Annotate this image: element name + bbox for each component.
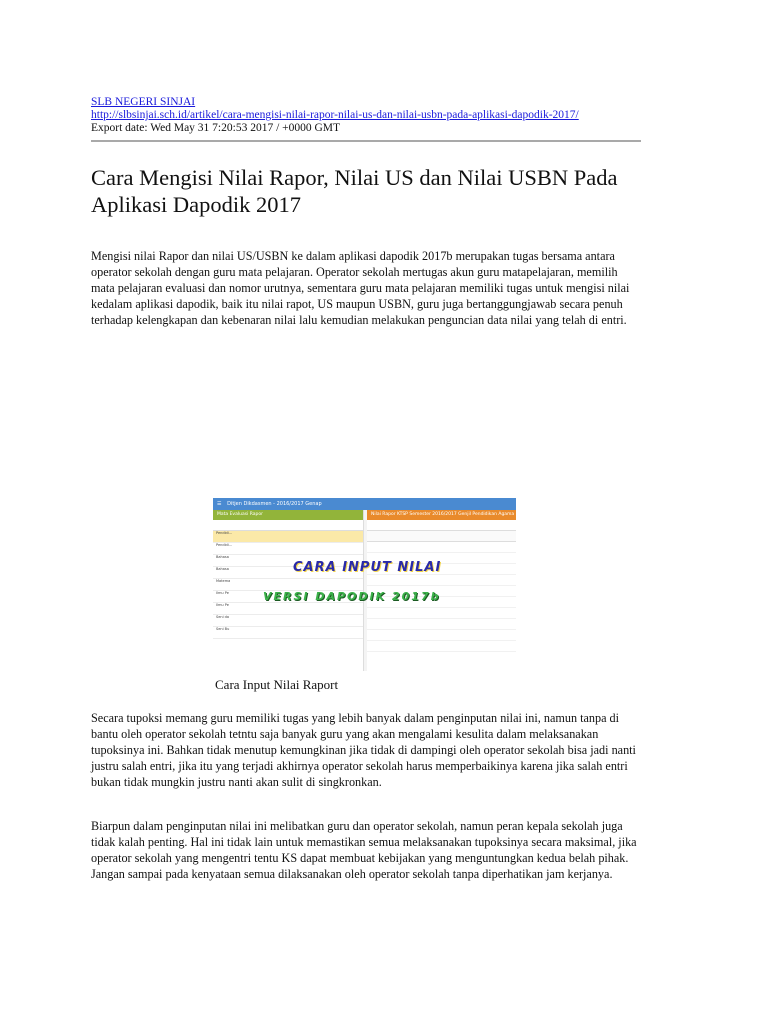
article-header	[91, 96, 641, 328]
export-date: Export date: Wed May 31 7:20:53 2017 / +0000 GMT	[91, 122, 341, 134]
site-link[interactable]: SLB NEGERI SINJAI	[91, 96, 196, 108]
list-item: Bahasa	[213, 555, 363, 567]
list-item: Pendidi...	[213, 543, 363, 555]
list-item: Bahasa	[213, 567, 363, 579]
article-title: Cara Mengisi Nilai Rapor, Nilai US dan Nilai USBN Pada Aplikasi Dapodik 2017	[91, 165, 618, 217]
toolbar-row	[367, 520, 516, 531]
paragraph-2: Secara tupoksi memang guru memiliki tugas yang lebih banyak dalam penginputan nilai ini, namun tanpa di bantu oleh operator sekolah tetntu saja banyak guru yang akan mengalami kesulita dalam melaksanakan tupoksinya ini. Bahkan tidak menutup kemungkinan jika tidak di dampingi oleh operator sekolah bisa jadi nanti justru salah entri, jika itu yang terjadi akhirnya operator sekolah harus memperbaikinya karena jika salah entri bukan tidak mungkin justru nanti akan sulit di singkronkan.	[91, 711, 636, 789]
list-item: Seni da	[213, 615, 363, 627]
image-caption: Cara Input Nilai Raport	[215, 677, 339, 692]
right-panel-title: Nilai Rapor KTSP Semester 2016/2017 Genjil Pendidikan Agama	[367, 510, 516, 520]
list-item: Ilmu Pe	[213, 591, 363, 603]
app-title: Ditjen Dikdasmen - 2016/2017 Genap	[227, 501, 322, 507]
menu-icon: ☰	[217, 501, 222, 507]
article-image	[213, 498, 516, 671]
list-item: Matema	[213, 579, 363, 591]
paragraph-3: Biarpun dalam penginputan nilai ini melibatkan guru dan operator sekolah, namun peran kepala sekolah juga tidak kalah penting. Hal ini tidak lain untuk memastikan semua melaksanakan tupoksinya secara maksimal, jika operator sekolah yang mengentri tentu KS dapat membuat kebijakan yang menguntungkan kedua belah pihak. Jangan sampai pada kenyataan semua dilaksanakan oleh operator sekolah tanpa diperhatikan jam kerjanya.	[91, 819, 637, 881]
app-title-bar	[213, 498, 516, 510]
list-item: Pendidi...	[213, 531, 363, 543]
list-item: Ilmu Pe	[213, 603, 363, 615]
left-panel-title: Mata Evaluasi Rapor	[213, 510, 363, 520]
filter-row	[213, 520, 363, 531]
meta-block	[91, 96, 641, 135]
divider	[91, 140, 641, 142]
overlay-subtitle: VERSI DAPODIK 2017b	[263, 590, 441, 603]
overlay-title: CARA INPUT NILAI	[293, 560, 442, 575]
article-url-link[interactable]: http://slbsinjai.sch.id/artikel/cara-mengisi-nilai-rapor-nilai-us-dan-nilai-usbn-pada-aplikasi-dapodik-2017/	[91, 109, 579, 121]
paragraph-1: Mengisi nilai Rapor dan nilai US/USBN ke dalam aplikasi dapodik 2017b merupakan tugas bersama antara operator sekolah dengan guru mata pelajaran. Operator sekolah mertugas akun guru matapelajaran, memilih mata pelajaran evaluasi dan nomor urutnya, sementara guru mata pelajaran memiliki tugas untuk mengisi nilai kedalam aplikasi dapodik, baik itu nilai rapot, US maupun USBN, guru juga bertanggungjawab secara penuh terhadap kelengkapan dan kebenaran nilai lalu kemudian melakukan penguncian data nilai yang telah di entri.	[91, 249, 630, 327]
table-header	[367, 531, 516, 542]
list-item: Seni Bu	[213, 627, 363, 639]
